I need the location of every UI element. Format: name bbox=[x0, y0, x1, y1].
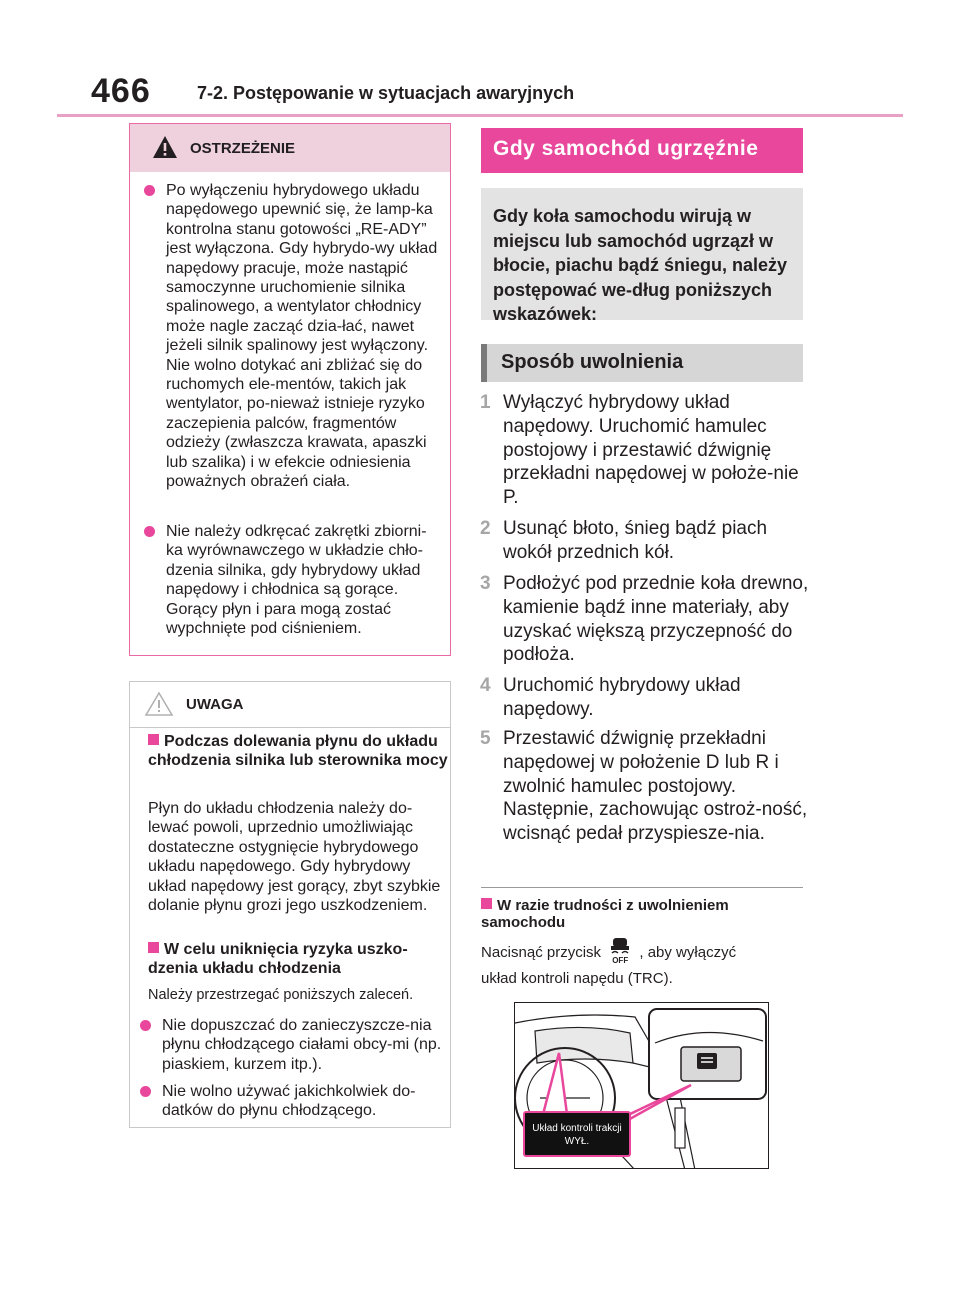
caution-subheading: W celu uniknięcia ryzyka uszko-dzenia układu chłodzenia bbox=[148, 941, 408, 978]
caution-triangle-icon bbox=[144, 691, 174, 717]
step-item bbox=[480, 727, 810, 846]
square-bullet-icon bbox=[148, 942, 159, 953]
note-title: W razie trudności z uwolnieniem samochodu bbox=[481, 897, 729, 931]
warning-bullet bbox=[144, 522, 442, 638]
intro-box bbox=[481, 188, 803, 324]
caution-bullet bbox=[140, 1082, 444, 1121]
bullet-dot-icon bbox=[144, 526, 155, 537]
page-number: 466 bbox=[91, 72, 151, 110]
bullet-dot-icon bbox=[144, 185, 155, 196]
caution-box bbox=[129, 681, 451, 1128]
warning-triangle-icon bbox=[152, 135, 178, 159]
caution-subheading: Podczas dolewania płynu do układu chłodzenia silnika lub sterownika mocy bbox=[148, 733, 448, 770]
caution-label: UWAGA bbox=[186, 696, 244, 713]
warning-box bbox=[129, 123, 451, 656]
step-item bbox=[480, 391, 810, 510]
caution-text: Należy przestrzegać poniższych zaleceń. bbox=[148, 987, 414, 1003]
trc-off-icon: OFF bbox=[605, 940, 635, 966]
step-number: 4 bbox=[480, 675, 491, 696]
step-text: Wyłączyć hybrydowy układ napędowy. Uruchomić hamulec postojowy i przestawić dźwignię przekładni napędowej w położe-nie P. bbox=[503, 392, 799, 509]
step-text: Przestawić dźwignię przekładni napędowej w położenie D lub R i zwolnić hamulec postojowy. Następnie, zachowując ostroż-ność, wcisnąć pedał przyspiesze-nia. bbox=[503, 728, 808, 845]
section-band-title: Gdy samochód ugrzęźnie bbox=[493, 137, 759, 160]
divider bbox=[481, 887, 803, 888]
step-text: Uruchomić hybrydowy układ napędowy. bbox=[503, 675, 741, 720]
caution-bullet bbox=[140, 1016, 444, 1074]
step-number: 2 bbox=[480, 518, 491, 539]
section-title: 7-2. Postępowanie w sytuacjach awaryjnych bbox=[197, 83, 575, 103]
step-item bbox=[480, 517, 810, 565]
callout-label: Układ kontroli trakcji WYŁ. bbox=[523, 1111, 631, 1157]
bullet-dot-icon bbox=[140, 1086, 151, 1097]
step-item bbox=[480, 674, 810, 722]
intro-text: Gdy koła samochodu wirują w miejscu lub samochód ugrzązł w błocie, piachu bądź śniegu, należy postępować we-dług poniższych wskazówek: bbox=[493, 206, 788, 324]
caution-header bbox=[130, 682, 450, 728]
warning-header bbox=[130, 124, 450, 172]
step-number: 1 bbox=[480, 392, 491, 413]
caution-text: Płyn do układu chłodzenia należy do-lewać powoli, uprzednio umożliwiając dostateczne ostygnięcie hybrydowego układu napędowego. Gdy hybrydowy układ napędowy jest gorący, zbyt szybkie dolanie płynu grozi jego uszkodzeniem. bbox=[148, 800, 441, 915]
square-bullet-icon bbox=[481, 898, 492, 909]
warning-bullet-text: Po wyłączeniu hybrydowego układu napędowego upewnić się, że lamp-ka kontrolna stanu gotowości „RE-ADY” jest wyłączona. Gdy hybrydo-wy układ napędowy pracuje, może nastąpić samoczynne uruchomienie silnika spalinowego, a wentylator chłodnicy może nagle zacząć dzia-łać, nawet jeżeli silnik spalinowy jest wyłączony. Nie wolno dotykać ani zbliżać się do ruchomych ele-mentów, takich jak wentylator, po-nieważ istnieje ryzyko zaczepienia palców, fragmentów odzieży (zwłaszcza krawata, apaszki lub szalika) i w efekcie odniesienia poważnych obrażeń ciała. bbox=[166, 182, 438, 491]
method-band bbox=[481, 344, 803, 382]
step-item bbox=[480, 572, 810, 667]
caution-bullet-text: Nie wolno używać jakichkolwiek do-datków do płynu chłodzącego. bbox=[162, 1083, 416, 1120]
method-title: Sposób uwolnienia bbox=[501, 351, 684, 373]
warning-bullet-text: Nie należy odkręcać zakrętki zbiorni-ka wyrównawczego w układzie chło-dzenia silnika, gdy hybrydowy układ napędowy i chłodnica są gorące. Gorący płyn i para mogą zostać wypchnięte pod ciśnieniem. bbox=[166, 523, 427, 638]
header-rule bbox=[57, 114, 903, 117]
step-text: Podłożyć pod przednie koła drewno, kamienie bądź inne materiały, aby uzyskać większą przyczepność do podłoża. bbox=[503, 573, 809, 666]
warning-label: OSTRZEŻENIE bbox=[190, 140, 296, 157]
section-band bbox=[481, 128, 803, 173]
note-text: Nacisnąć przycisk OFF , aby wyłączyć układ kontroli napędu (TRC). bbox=[481, 940, 801, 991]
dashboard-illustration bbox=[514, 1002, 769, 1169]
caution-bullet-text: Nie dopuszczać do zanieczyszcze-nia płynu chłodzącego ciałami obcy-mi (np. piaskiem, kurzem itp.). bbox=[162, 1017, 442, 1073]
bullet-dot-icon bbox=[140, 1020, 151, 1031]
step-text: Usunąć błoto, śnieg bądź piach wokół przednich kół. bbox=[503, 518, 768, 563]
step-number: 3 bbox=[480, 573, 491, 594]
square-bullet-icon bbox=[148, 734, 159, 745]
warning-bullet bbox=[144, 181, 442, 492]
step-number: 5 bbox=[480, 728, 491, 749]
